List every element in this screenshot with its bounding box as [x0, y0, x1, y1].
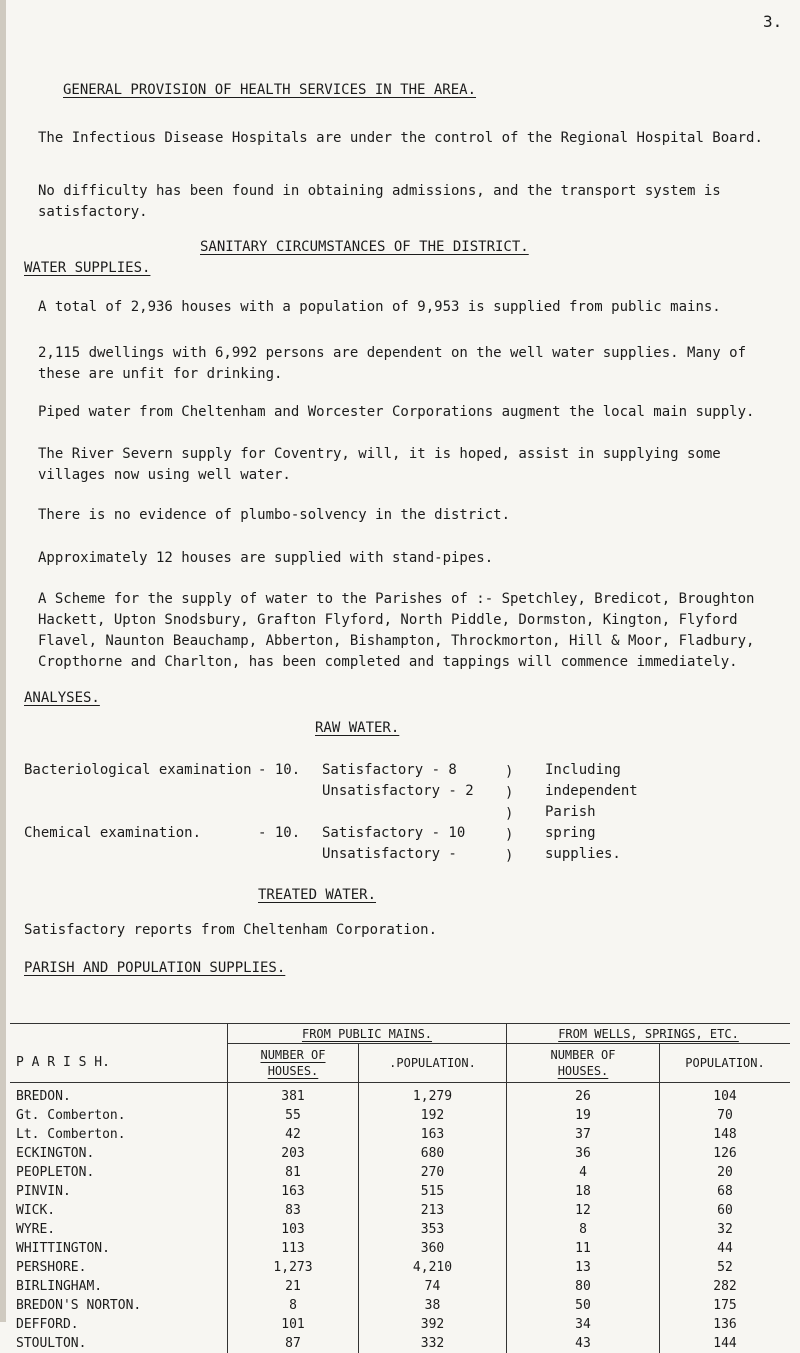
table-cell-value: 126 — [660, 1144, 791, 1163]
bacteriological-satisfactory: Satisfactory - 8 — [322, 762, 457, 778]
table-cell-value: 4 — [507, 1163, 660, 1182]
table-cell-parish: DEFFORD. — [16, 1316, 79, 1332]
table-cell-value: 55 — [228, 1106, 359, 1125]
column-header-well-population: POPULATION. — [685, 1055, 765, 1070]
water-paragraph-4: The River Severn supply for Coventry, will, it is hoped, assist in supplying some villages now using well water. — [38, 446, 721, 483]
group-header-wells: FROM WELLS, SPRINGS, ETC. — [558, 1026, 739, 1041]
table-cell-value: 163 — [359, 1125, 507, 1144]
analyses-note-2: independent — [545, 783, 638, 799]
parish-supplies-heading: PARISH AND POPULATION SUPPLIES. — [24, 960, 286, 976]
table-cell-value: 270 — [359, 1163, 507, 1182]
table-row — [10, 1277, 790, 1296]
table-cell-value: 163 — [228, 1182, 359, 1201]
table-cell-parish: WHITTINGTON. — [16, 1240, 110, 1256]
table-cell-value: 60 — [660, 1201, 791, 1220]
table-row — [10, 1296, 790, 1315]
chemical-unsatisfactory: Unsatisfactory - — [322, 846, 457, 862]
table-cell-value: 44 — [660, 1239, 791, 1258]
table-cell-parish: WICK. — [16, 1202, 56, 1218]
raw-water-heading: RAW WATER. — [315, 720, 400, 736]
table-cell-value: 36 — [507, 1144, 660, 1163]
table-column-header-row — [10, 1044, 790, 1083]
analyses-bracket: ) ) ) ) ) — [505, 764, 514, 864]
analyses-note-5: supplies. — [545, 846, 621, 862]
table-cell-value: 32 — [660, 1220, 791, 1239]
analyses-note-3: Parish — [545, 804, 596, 820]
table-cell-parish: ECKINGTON. — [16, 1145, 95, 1161]
table-cell-value: 282 — [660, 1277, 791, 1296]
table-cell-value: 21 — [228, 1277, 359, 1296]
table-cell-value: 12 — [507, 1201, 660, 1220]
table-cell-value: 103 — [228, 1220, 359, 1239]
water-paragraph-6: Approximately 12 houses are supplied with stand-pipes. — [38, 550, 494, 566]
table-cell-value: 38 — [359, 1296, 507, 1315]
parish-supplies-table — [10, 1023, 790, 1353]
table-cell-parish: STOULTON. — [16, 1335, 87, 1351]
column-header-houses-line1: NUMBER OF — [260, 1047, 326, 1062]
table-row — [10, 1106, 790, 1125]
table-cell-value: 392 — [359, 1315, 507, 1334]
table-cell-value: 74 — [359, 1277, 507, 1296]
table-cell-parish: BIRLINGHAM. — [16, 1278, 103, 1294]
table-cell-value: 13 — [507, 1258, 660, 1277]
table-cell-value: 680 — [359, 1144, 507, 1163]
table-cell-value: 4,210 — [359, 1258, 507, 1277]
table-cell-value: 11 — [507, 1239, 660, 1258]
table-cell-value: 148 — [660, 1125, 791, 1144]
analyses-note-4: spring — [545, 825, 596, 841]
table-cell-value: 144 — [660, 1334, 791, 1353]
analyses-note-1: Including — [545, 762, 621, 778]
table-cell-value: 113 — [228, 1239, 359, 1258]
table-cell-parish: Lt. Comberton. — [16, 1126, 126, 1142]
table-cell-value: 192 — [359, 1106, 507, 1125]
column-header-well-houses-line2: HOUSES. — [557, 1063, 609, 1078]
sanitary-heading: SANITARY CIRCUMSTANCES OF THE DISTRICT. — [200, 239, 529, 255]
column-header-houses-line2: HOUSES. — [267, 1063, 319, 1078]
table-cell-value: 332 — [359, 1334, 507, 1353]
table-row — [10, 1163, 790, 1182]
table-cell-value: 37 — [507, 1125, 660, 1144]
table-cell-value: 360 — [359, 1239, 507, 1258]
table-cell-value: 34 — [507, 1315, 660, 1334]
table-cell-value: 20 — [660, 1163, 791, 1182]
chemical-satisfactory: Satisfactory - 10 — [322, 825, 466, 841]
column-header-population: .POPULATION. — [389, 1055, 476, 1070]
table-cell-value: 43 — [507, 1334, 660, 1353]
water-paragraph-2: 2,115 dwellings with 6,992 persons are dependent on the well water supplies. Many of these are unfit for drinking. — [38, 345, 747, 382]
general-paragraph-2: No difficulty has been found in obtaining admissions, and the transport system is satisfactory. — [38, 183, 721, 220]
table-cell-value: 104 — [660, 1082, 791, 1106]
table-cell-value: 213 — [359, 1201, 507, 1220]
table-cell-value: 52 — [660, 1258, 791, 1277]
chemical-count: - 10. — [258, 825, 301, 841]
table-cell-value: 1,273 — [228, 1258, 359, 1277]
table-cell-parish: PINVIN. — [16, 1183, 71, 1199]
table-cell-value: 26 — [507, 1082, 660, 1106]
table-cell-value: 81 — [228, 1163, 359, 1182]
treated-water-text: Satisfactory reports from Cheltenham Corporation. — [24, 922, 438, 938]
table-row — [10, 1082, 790, 1106]
table-cell-value: 1,279 — [359, 1082, 507, 1106]
table-cell-value: 50 — [507, 1296, 660, 1315]
general-paragraph-1: The Infectious Disease Hospitals are under the control of the Regional Hospital Board. — [38, 130, 763, 146]
water-paragraph-1: A total of 2,936 houses with a population of 9,953 is supplied from public mains. — [38, 299, 721, 315]
table-row — [10, 1201, 790, 1220]
table-cell-value: 101 — [228, 1315, 359, 1334]
table-row — [10, 1334, 790, 1353]
water-paragraph-3: Piped water from Cheltenham and Worcester Corporations augment the local main supply. — [38, 404, 755, 420]
bacteriological-count: - 10. — [258, 762, 301, 778]
table-row — [10, 1125, 790, 1144]
table-cell-value: 353 — [359, 1220, 507, 1239]
analyses-heading: ANALYSES. — [24, 690, 100, 706]
table-cell-value: 515 — [359, 1182, 507, 1201]
table-cell-value: 68 — [660, 1182, 791, 1201]
water-supplies-heading: WATER SUPPLIES. — [24, 260, 151, 276]
table-cell-parish: BREDON'S NORTON. — [16, 1297, 142, 1313]
table-cell-parish: WYRE. — [16, 1221, 56, 1237]
table-row — [10, 1315, 790, 1334]
table-cell-value: 136 — [660, 1315, 791, 1334]
bacteriological-unsatisfactory: Unsatisfactory - 2 — [322, 783, 474, 799]
table-cell-value: 8 — [228, 1296, 359, 1315]
table-cell-value: 70 — [660, 1106, 791, 1125]
table-cell-value: 87 — [228, 1334, 359, 1353]
table-cell-value: 175 — [660, 1296, 791, 1315]
table-cell-value: 83 — [228, 1201, 359, 1220]
bacteriological-label: Bacteriological examination — [24, 762, 252, 778]
water-paragraph-7: A Scheme for the supply of water to the Parishes of :- Spetchley, Bredicot, Broughton Hackett, Upton Snodsbury, Grafton Flyford, North Piddle, Dormston, Kington, Flyford Flavel, Naunton Beauchamp, Abberton, Bishampton, Throckmorton, Hill & Moor, Fladbury, Cropthorne and Charlton, has been completed and tappings will commence immediately. — [38, 591, 755, 670]
table-row — [10, 1182, 790, 1201]
table-cell-value: 42 — [228, 1125, 359, 1144]
table-cell-value: 203 — [228, 1144, 359, 1163]
table-cell-parish: PERSHORE. — [16, 1259, 87, 1275]
general-heading: GENERAL PROVISION OF HEALTH SERVICES IN THE AREA. — [63, 82, 477, 98]
treated-water-heading: TREATED WATER. — [258, 887, 377, 903]
table-cell-parish: PEOPLETON. — [16, 1164, 95, 1180]
table-cell-value: 18 — [507, 1182, 660, 1201]
group-header-mains: FROM PUBLIC MAINS. — [301, 1026, 433, 1041]
page-edge — [0, 0, 6, 1322]
column-header-parish: P A R I S H. — [16, 1055, 110, 1070]
table-cell-value: 381 — [228, 1082, 359, 1106]
column-header-well-houses-line1: NUMBER OF — [550, 1047, 616, 1062]
table-cell-parish: Gt. Comberton. — [16, 1107, 126, 1123]
table-row — [10, 1144, 790, 1163]
table-cell-parish: BREDON. — [16, 1088, 71, 1104]
chemical-label: Chemical examination. — [24, 825, 202, 841]
table-row — [10, 1258, 790, 1277]
table-row — [10, 1239, 790, 1258]
table-cell-value: 80 — [507, 1277, 660, 1296]
table-group-header-row — [10, 1024, 790, 1044]
table-cell-value: 8 — [507, 1220, 660, 1239]
table-cell-value: 19 — [507, 1106, 660, 1125]
table-row — [10, 1220, 790, 1239]
water-paragraph-5: There is no evidence of plumbo-solvency in the district. — [38, 507, 511, 523]
page-number: 3. — [763, 12, 783, 31]
